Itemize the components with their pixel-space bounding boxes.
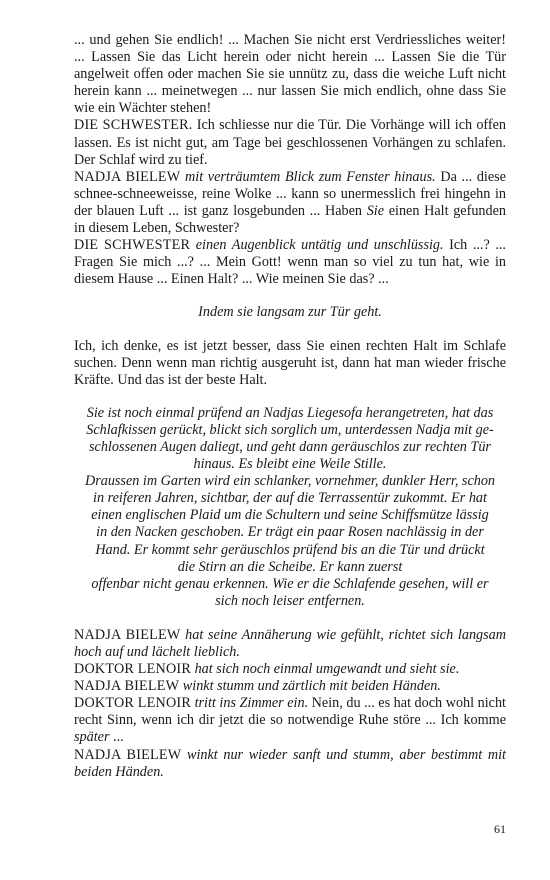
spacer (74, 322, 506, 338)
spacer (74, 610, 506, 627)
dialogue-text: ... (109, 729, 124, 746)
stage-line: Schlafkissen gerückt, blickt sich sorglich um, unterdessen Nadja mit ge- (86, 421, 494, 438)
stage-direction-block (74, 405, 506, 610)
speaker-name: DIE SCHWESTER (74, 237, 191, 254)
inline-stage-direction: winkt stumm und zärtlich mit beiden Händen. (179, 678, 441, 695)
speaker-name: DOKTOR LENOIR (74, 661, 192, 678)
inline-stage-direction: winkt nur wieder sanft und stumm, aber bestimmt mit beiden Händen. (74, 746, 506, 780)
stage-line: offenbar nicht genau erkennen. Wie er die Schlafende gesehen, will er (91, 575, 489, 592)
dialogue-paragraph (74, 32, 506, 117)
stage-line: Sie ist noch einmal prüfend an Nadjas Liegesofa herangetreten, hat das (86, 404, 494, 421)
stage-line: einen englischen Plaid um die Schultern und seine Schiffsmütze lässig (91, 507, 489, 524)
stage-line: in reiferen Jahren, sichtbar, der auf die Terrassentür zukommt. Er hat (93, 490, 487, 507)
stage-line: Hand. Er kommt sehr geräuschlos prüfend bis an die Tür und drückt (95, 541, 485, 558)
inline-stage-direction: hat sich noch einmal umgewandt und sieht sie. (191, 661, 460, 678)
speaker-name: DIE SCHWESTER. (74, 117, 193, 134)
dialogue-text: einen Halt gefunden in diesem Leben, Schwester? (74, 202, 507, 237)
dialogue-text: Ich schliesse nur die Tür. Die Vorhänge will ich offen lassen. Es ist nicht gut, am Tage bei geschlossenen Vorhängen zu schlafen. Der Schlaf wird zu tief. (74, 117, 507, 168)
speaker-name: NADJA BIELEW (74, 678, 180, 695)
stage-line: Draussen im Garten wird ein schlanker, vornehmer, dunkler Herr, schon (84, 473, 496, 490)
inline-stage-direction: mit verträumtem Blick zum Fenster hinaus. (180, 168, 436, 185)
emphasis-text: Sie (366, 202, 385, 219)
dialogue-text: Nein, du ... es hat doch wohl nicht recht Sinn, wenn ich dir jetzt die so notwendige Ruhe störe ... Ich komme (74, 695, 506, 729)
dialogue-paragraph (74, 117, 506, 168)
emphasis-text: später (74, 729, 110, 746)
stage-line: in den Nacken geschoben. Er trägt ein paar Rosen nachlässig in der (96, 524, 484, 541)
dialogue-paragraph (74, 169, 506, 237)
inline-stage-direction: tritt ins Zimmer ein. (191, 695, 309, 712)
dialogue-text: Ich ...? ... Fragen Sie mich ...? ... Mein Gott! wenn man so viel zu tun hat, wie in diesem Hause ... Einen Halt? ... Wie meinen Sie das? ... (74, 237, 506, 288)
spacer (74, 288, 506, 304)
speaker-name: NADJA BIELEW (74, 626, 181, 643)
dialogue-text: Da ... diese schnee-schneeweisse, reine Wolke ... kann so unermesslich frei hingehn in der blauen Luft ... ist ganz losgebunden ... Haben (74, 168, 506, 219)
dialogue-paragraph (74, 747, 506, 781)
page-number: 61 (494, 822, 506, 836)
dialogue-paragraph (74, 678, 506, 695)
speaker-name: NADJA BIELEW (74, 746, 182, 763)
dialogue-paragraph (74, 237, 506, 288)
stage-line: schlossenen Augen daliegt, und geht dann geräuschlos zur rechten Tür (89, 438, 491, 455)
dialogue-text: ... und gehen Sie endlich! ... Machen Sie nicht erst Verdriessliches weiter! ... Lassen Sie das Licht herein oder nicht herein ... Lassen Sie die Tür angelweit offen oder machen Sie sie unnütz zu, dass die weiche Luft nicht herein kann ... meinetwegen ... nur lassen Sie mich endlich, ohne dass Sie wie ein Wächter stehen! (74, 32, 506, 117)
stage-direction: Indem sie langsam zur Tür geht. (198, 304, 382, 321)
stage-line: hinaus. Es bleibt eine Weile Stille. (193, 456, 387, 473)
dialogue-text: Ich, ich denke, es ist jetzt besser, dass Sie einen rechten Halt im Schlafe suchen. Denn wenn man richtig ausgeruht ist, dann hat man wieder frische Kräfte. Und das ist der beste Halt. (74, 337, 506, 388)
dialogue-paragraph (74, 661, 506, 678)
page-body (74, 32, 506, 781)
dialogue-paragraph (74, 338, 506, 389)
inline-stage-direction: einen Augenblick untätig und unschlüssig. (190, 237, 444, 254)
dialogue-paragraph (74, 695, 506, 746)
stage-line: die Stirn an die Scheibe. Er kann zuerst (177, 558, 403, 575)
inline-stage-direction: hat seine Annäherung wie gefühlt, richtet sich langsam hoch auf und lächelt lieblich. (74, 626, 506, 660)
dialogue-paragraph (74, 627, 506, 661)
speaker-name: NADJA BIELEW (74, 168, 181, 185)
spacer (74, 389, 506, 405)
stage-line: sich noch leiser entfernen. (215, 592, 365, 609)
speaker-name: DOKTOR LENOIR (74, 695, 192, 712)
